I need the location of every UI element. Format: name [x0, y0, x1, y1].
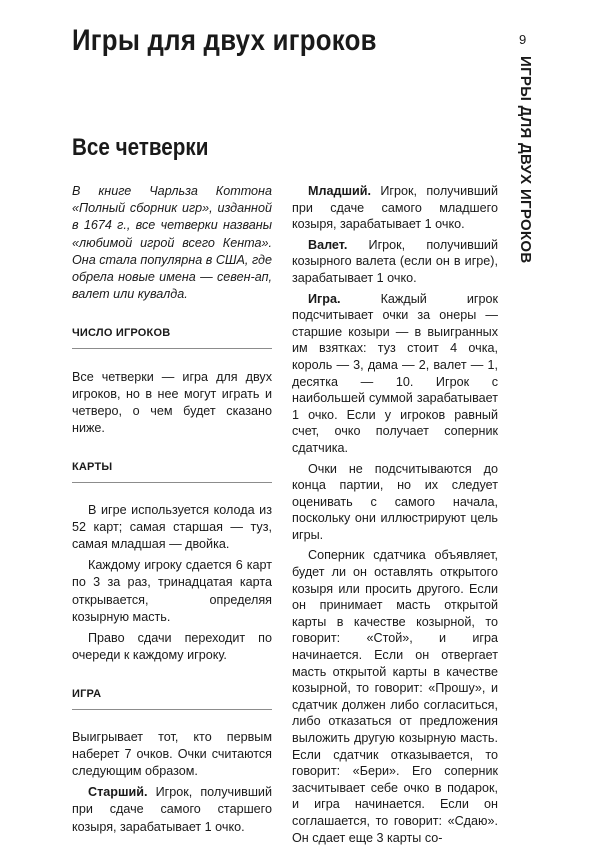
chapter-title: Игры для двух игроков	[72, 24, 377, 57]
cards-paragraph-3: Право сдачи переходит по очереди к каждому игроку.	[72, 631, 272, 663]
lowest-text: Игрок, получивший при сдаче самого младшего козыря, зарабатывает 1 очко.	[292, 184, 498, 232]
game-text: Каждый игрок подсчитывает очки за онеры — старшие козыри — в выигранных им взятках: туз стоит 4 очка, король — 3, дама — 2, валет — 1, десятка — 10. Игрок с наибольшей суммой зарабатывает 1 очко. Если у игроков равный счет, очко получает соперник сдатчика.	[292, 291, 498, 455]
right-column	[292, 183, 498, 846]
jack-paragraph	[292, 237, 498, 287]
heading-game: ИГРА	[72, 686, 272, 709]
highest-text: Игрок, получивший при сдаче самого старшего козыря, зарабатывает 1 очко.	[72, 785, 272, 834]
cards-paragraph-1: В игре используется колода из 52 карт; самая старшая — туз, самая младшая — двойка.	[72, 502, 272, 552]
section-title: Все четверки	[72, 134, 209, 161]
lowest-paragraph	[292, 183, 498, 233]
points-paragraph: Очки не подсчитываются до конца партии, но их следует оценивать с самого начала, поскольку они иллюстрируют цель игры.	[292, 461, 498, 542]
jack-text: Игрок, получивший козырного валета (если он в игре), зарабатывает 1 очко.	[292, 237, 498, 285]
running-title: ИГРЫ ДЛЯ ДВУХ ИГРОКОВ	[517, 56, 534, 264]
opponent-paragraph: Соперник сдатчика объявляет, будет ли он оставлять открытого козыря или просить другого. Если он принимает масть открытой карты в качестве козырной, то говорит: «Стой», и игра начинается. Если он отвергает масть открытой карты в качестве козырной, то говорит: «Прошу», и сдатчик должен либо согласиться, либо отказаться от предложения выложить другую козырную масть. Если сдатчик отказывается, то говорит: «Бери». Его соперник засчитывает себе очко в подарок, и игра начинается. Если он соглашается, то говорит: «Сдаю». Он сдает еще 3 карты со-	[292, 548, 498, 845]
highest-term: Старший.	[88, 785, 148, 800]
intro-paragraph: В книге Чарльза Коттона «Полный сборник игр», изданной в 1674 г., все четверки названы «любимой игрой всего Кента». Она стала популярна в США, где обрела новые имена — севен-ап, валет или кувалда.	[72, 184, 272, 302]
game-points-paragraph	[292, 291, 498, 457]
players-paragraph: Все четверки — игра для двух игроков, но в нее могут играть и четверо, о чем будет сказано ниже.	[72, 369, 272, 436]
game-paragraph-1: Выигрывает тот, кто первым наберет 7 очков. Очки считаются следующим образом.	[72, 729, 272, 779]
left-column	[72, 183, 272, 836]
heading-players: ЧИСЛО ИГРОКОВ	[72, 325, 272, 348]
heading-cards: КАРТЫ	[72, 459, 272, 482]
highest-paragraph	[72, 784, 272, 836]
jack-term: Валет.	[308, 237, 348, 252]
lowest-term: Младший.	[308, 184, 371, 198]
page-number: 9	[519, 32, 527, 47]
cards-paragraph-2: Каждому игроку сдается 6 карт по 3 за раз, тринадцатая карта открывается, определяя козырную масть.	[72, 558, 272, 624]
game-term: Игра.	[308, 291, 341, 306]
